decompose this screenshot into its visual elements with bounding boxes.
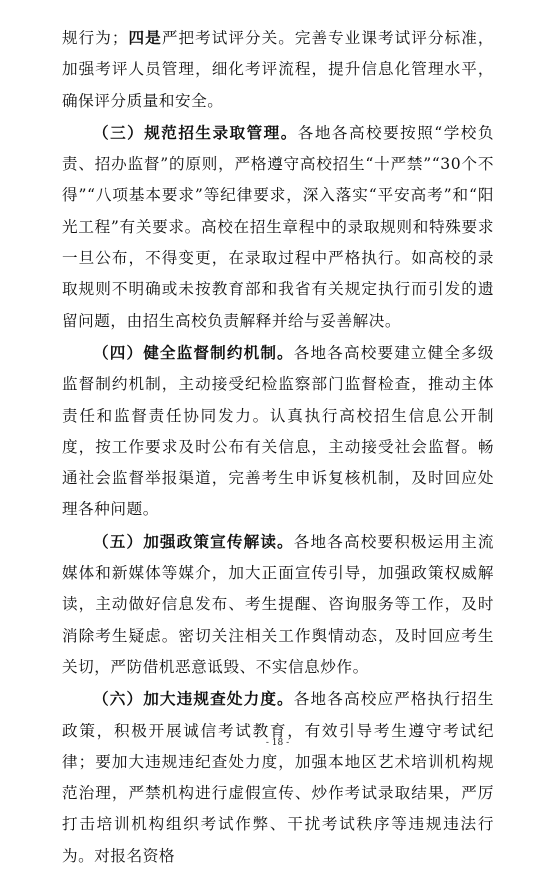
paragraph-0	[62, 22, 494, 117]
paragraph-3	[62, 526, 494, 683]
section-heading-6: （六）加大违规查处力度。	[93, 689, 294, 709]
page-number: - 18 -	[265, 738, 290, 748]
section-heading-5: （五）加强政策宣传解读。	[93, 531, 294, 551]
section-heading-3: （三）规范招生录取管理。	[93, 122, 298, 142]
paragraph-1	[62, 117, 494, 337]
paragraph-0-run-2: 严把考试评分关。完善专业课考试评分标准，加强考评人员管理，细化考评流程，提升信息化管理水平，确保评分质量和安全。	[62, 29, 494, 110]
paragraph-4-body: 各地各高校应严格执行招生政策，积极开展诚信考试教育，有效引导考生遵守考试纪律；要加大违规违纪查处力度，加强本地区艺术培训机构规范治理，严禁机构进行虚假宣传、炒作考试录取结果，严厉打击培训机构组织考试作弊、干扰考试秩序等违规违法行为。对报名资格	[62, 690, 494, 865]
paragraph-2-body: 各地各高校要建立健全多级监督制约机制，主动接受纪检监察部门监督检查，推动主体责任和监督责任协同发力。认真执行高校招生信息公开制度，按工作要求及时公布有关信息，主动接受社会监督。畅通社会监督举报渠道，完善考生申诉复核机制，及时回应处理各种问题。	[62, 343, 494, 519]
paragraph-4	[62, 683, 494, 872]
paragraph-3-body: 各地各高校要积极运用主流媒体和新媒体等媒介，加大正面宣传引导，加强政策权威解读，主动做好信息发布、考生提醒、咨询服务等工作，及时消除考生疑虑。密切关注相关工作舆情动态，及时回应考生关切，严防借机恶意诋毁、不实信息炒作。	[62, 532, 494, 676]
paragraph-1-body: 各地各高校要按照“学校负责、招办监督”的原则，严格遵守高校招生“十严禁”“30个不得”“八项基本要求”等纪律要求，深入落实“平安高考”和“阳光工程”有关要求。高校在招生章程中的录取规则和特殊要求一旦公布，不得变更，在录取过程中严格执行。如高校的录取规则不明确或未按教育部和我省有关规定执行而引发的遗留问题，由招生高校负责解释并给与妥善解决。	[62, 123, 494, 330]
paragraph-2	[62, 337, 494, 526]
paragraph-0-run-1: 四是	[128, 28, 162, 47]
paragraph-0-run-0: 规行为；	[62, 29, 129, 47]
section-heading-4: （四）健全监督制约机制。	[93, 342, 294, 362]
